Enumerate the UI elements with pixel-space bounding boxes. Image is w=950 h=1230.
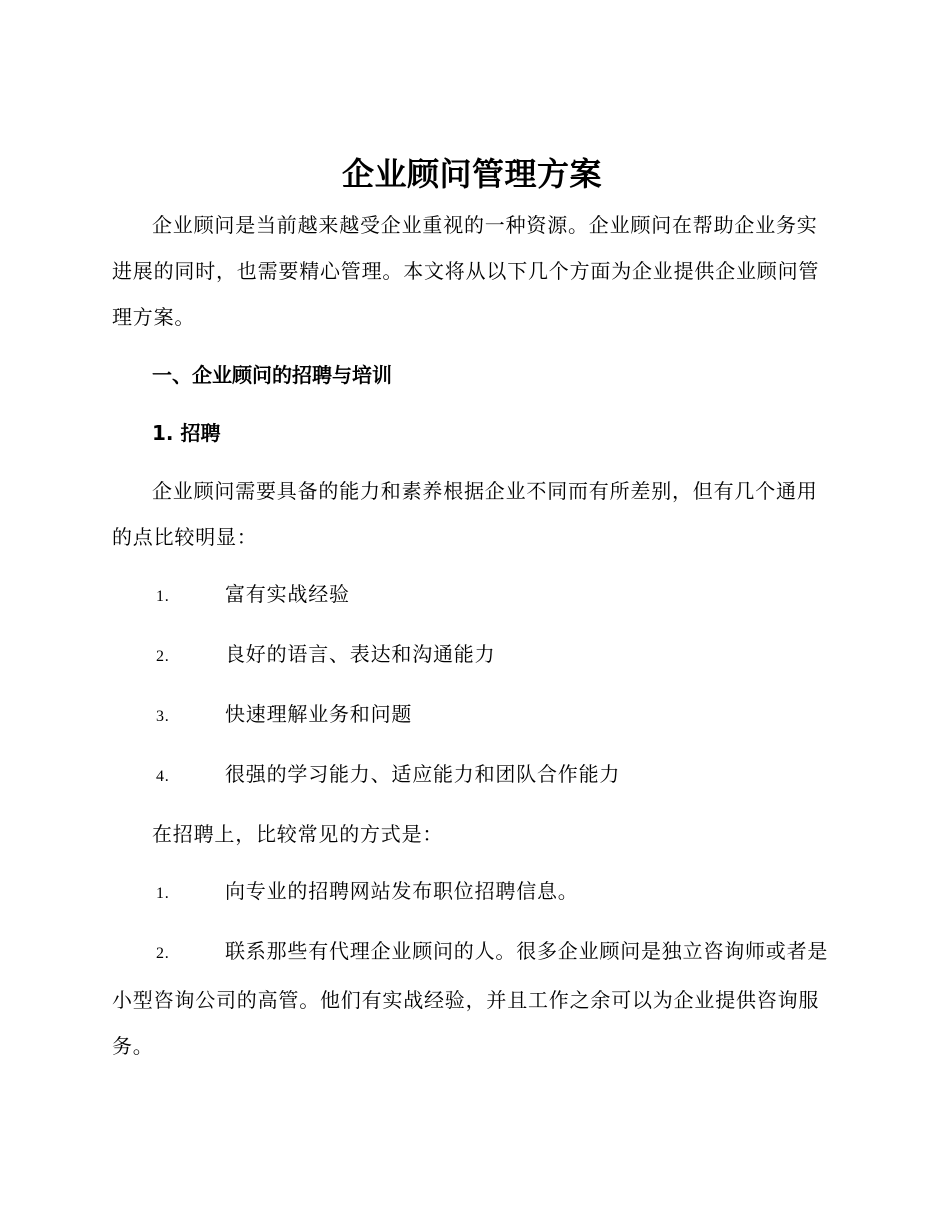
list-number: 3. [156, 708, 170, 725]
document-title: 企业顾问管理方案 [341, 155, 602, 193]
list-text: 快速理解业务和问题 [225, 702, 413, 726]
section-heading: 一、企业顾问的招聘与培训 [152, 363, 392, 387]
method-list-item [112, 868, 832, 917]
methods-intro-paragraph: 在招聘上，比较常见的方式是： [152, 822, 444, 846]
subsection-heading: 1. 招聘 [152, 421, 221, 445]
method-list-item [112, 928, 832, 1069]
abilities-intro-paragraph: 企业顾问需要具备的能力和素养根据企业不同而有所差别，但有几个通用的点比较明显： [112, 479, 818, 549]
list-number: 1. [156, 885, 170, 902]
list-text: 联系那些有代理企业顾问的人。很多企业顾问是独立咨询师或者是小型咨询公司的高管。他们有实战经验，并且工作之余可以为企业提供咨询服务。 [112, 939, 829, 1058]
document-body [112, 148, 832, 1069]
intro-paragraph: 企业顾问是当前越来越受企业重视的一种资源。企业顾问在帮助企业务实进展的同时，也需要精心管理。本文将从以下几个方面为企业提供企业顾问管理方案。 [112, 213, 820, 329]
ability-list-item [112, 631, 832, 680]
list-number: 1. [156, 588, 170, 605]
list-text: 很强的学习能力、适应能力和团队合作能力 [225, 762, 621, 786]
list-number: 2. [156, 945, 170, 962]
list-number: 2. [156, 648, 170, 665]
ability-list-item [112, 751, 832, 800]
list-text: 向专业的招聘网站发布职位招聘信息。 [225, 879, 579, 903]
list-text: 富有实战经验 [225, 582, 350, 606]
ability-list-item [112, 571, 832, 620]
list-number: 4. [156, 768, 170, 785]
ability-list-item [112, 691, 832, 740]
list-text: 良好的语言、表达和沟通能力 [225, 642, 496, 666]
